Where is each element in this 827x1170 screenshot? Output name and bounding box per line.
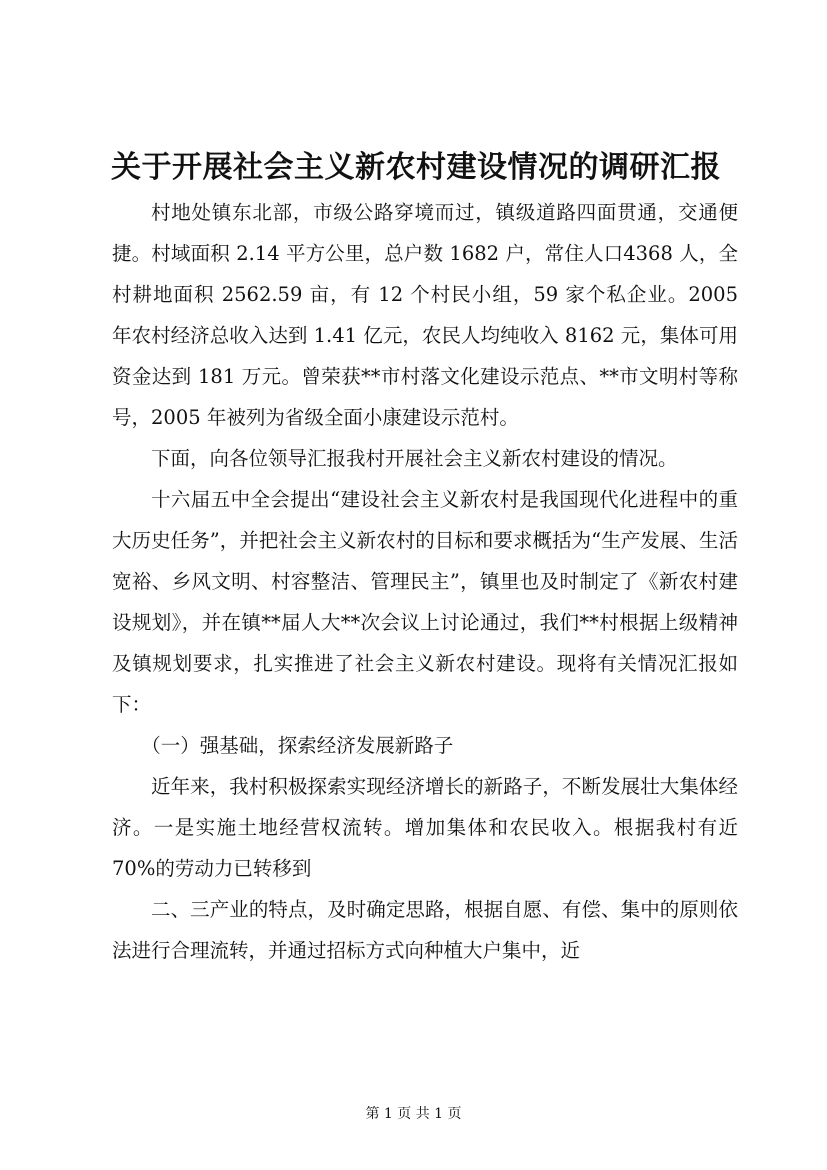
page-footer: 第 1 页 共 1 页 (365, 1106, 462, 1122)
document-body (112, 192, 738, 971)
paragraph-report-intro: 下面，向各位领导汇报我村开展社会主义新农村建设的情况。 (151, 447, 678, 470)
paragraph-land-transfer: 二、三产业的特点，及时确定思路，根据自愿、有偿、集中的原则依法进行合理流转，并通过招标方式向种植大户集中，近 (112, 898, 738, 962)
paragraph-policy-background: 十六届五中全会提出“建设社会主义新农村是我国现代化进程中的重大历史任务”，并把社会主义新农村的目标和要求概括为“生产发展、生活宽裕、乡风文明、村容整洁、管理民主”，镇里也及时制定了《新农村建设规划》，并在镇**届人大**次会议上讨论通过，我们**村根据上级精神及镇规划要求，扎实推进了社会主义新农村建设。现将有关情况汇报如下： (112, 488, 738, 716)
section-heading-1: （一）强基础，探索经济发展新路子 (141, 734, 454, 757)
paragraph-village-overview: 村地处镇东北部，市级公路穿境而过，镇级道路四面贯通，交通便捷。村域面积 2.14 平方公里，总户数 1682 户，常住人口4368 人，全村耕地面积 2562.59 亩，有 12 个村民小组，59 家个私企业。2005 年农村经济总收入达到 1.41 亿元，农民人均纯收入 8162 元，集体可用资金达到 181 万元。曾荣获**市村落文化建设示范点、**市文明村等称号，2005 年被列为省级全面小康建设示范村。 (112, 201, 738, 429)
document-title: 关于开展社会主义新农村建设情况的调研汇报 (111, 150, 721, 185)
paragraph-economic-path: 近年来，我村积极探索实现经济增长的新路子，不断发展壮大集体经济。一是实施土地经营权流转。增加集体和农民收入。根据我村有近 70%的劳动力已转移到 (112, 775, 738, 880)
